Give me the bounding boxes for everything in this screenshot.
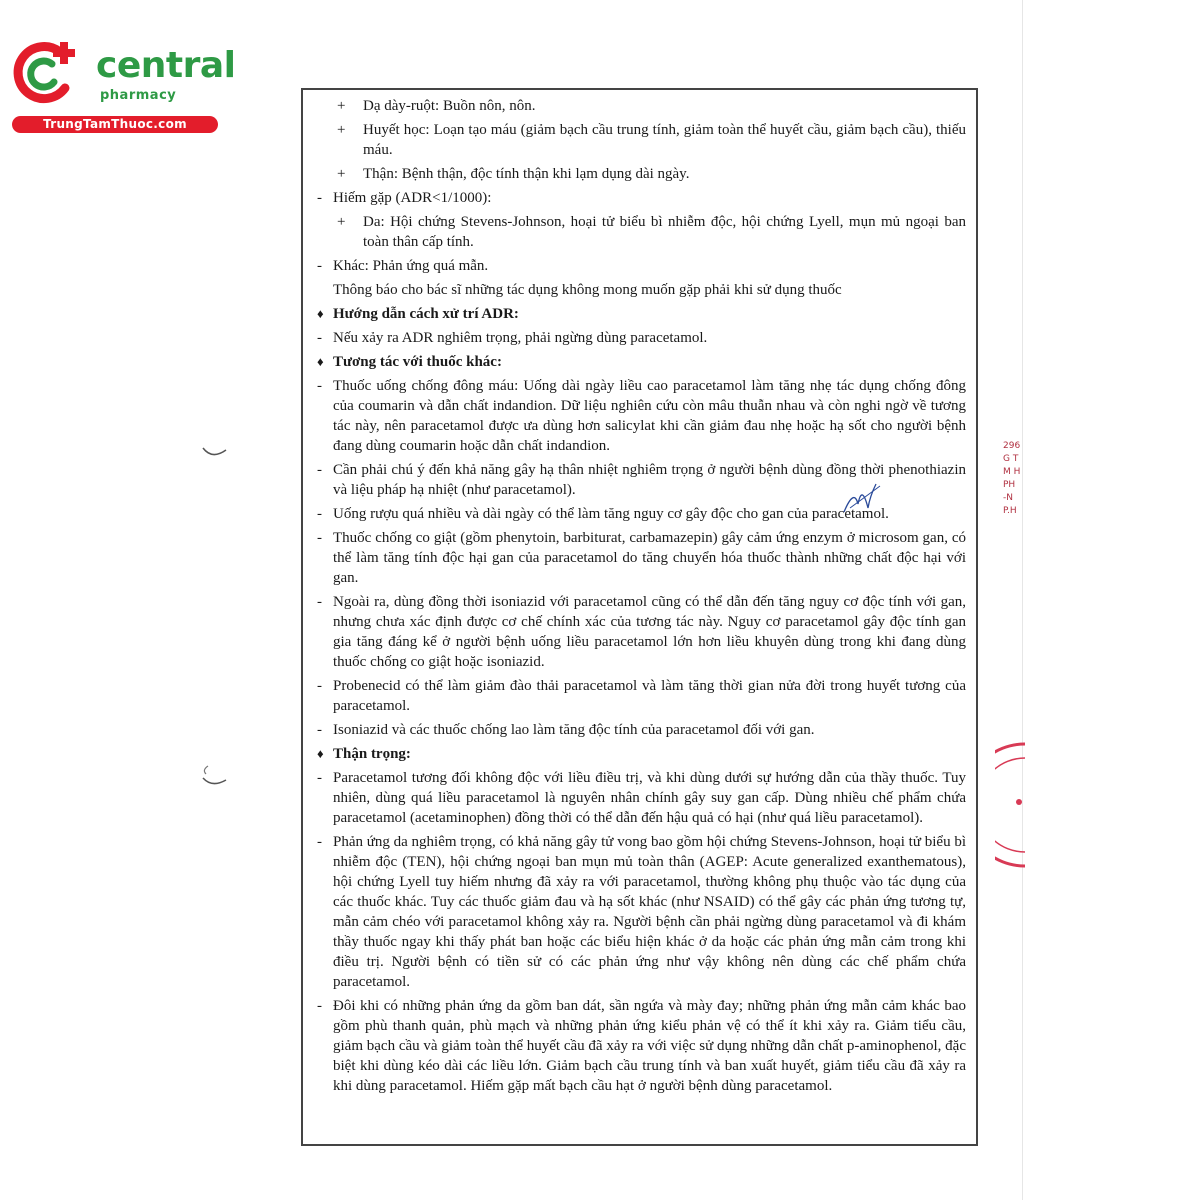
dash-bullet: - — [317, 594, 322, 610]
edge-stamp-text: -N — [1003, 493, 1013, 503]
list-item — [317, 592, 966, 672]
dash-bullet: - — [317, 678, 322, 694]
dash-bullet: - — [317, 378, 322, 394]
line-text: Ngoài ra, dùng đồng thời isoniazid với paracetamol cũng có thể dẫn đến tăng nguy cơ độc tính với gan, nhưng chưa xác định được cơ chế chính xác của tương tác này. Nguy cơ paracetamol gây độc tính gan gia tăng đáng kể ở người bệnh uống liều paracetamol lớn hơn liều khuyên dùng trong khi đang dùng thuốc chống co giật hoặc isoniazid. — [333, 594, 966, 670]
dash-bullet: - — [317, 190, 322, 206]
list-item — [317, 996, 966, 1096]
line-text: Paracetamol tương đối không độc với liều điều trị, và khi dùng dưới sự hướng dẫn của thầy thuốc. Tuy nhiên, dùng quá liều paracetamol là nguyên nhân chính gây suy gan cấp. Dùng nhiều chế phẩm chứa paracetamol (acetaminophen) đồng thời có thể dẫn đến hậu quả có hại (như quá liều paracetamol). — [333, 770, 966, 826]
list-item — [317, 188, 966, 208]
list-item — [317, 676, 966, 716]
hole-punch-mark — [200, 760, 230, 790]
dash-bullet: - — [317, 530, 322, 546]
line-text: Thận: Bệnh thận, độc tính thận khi lạm dụng dài ngày. — [363, 166, 690, 182]
line-text: Cần phải chú ý đến khả năng gây hạ thân nhiệt nghiêm trọng ở người bệnh dùng đồng thời phenothiazin và liệu pháp hạ nhiệt (như paracetamol). — [333, 462, 966, 498]
list-item — [317, 768, 966, 828]
list-item — [317, 528, 966, 588]
edge-stamp-text: 296 — [1003, 441, 1021, 451]
central-logo-icon — [10, 38, 80, 108]
dash-bullet: - — [317, 330, 322, 346]
section-heading — [317, 304, 966, 324]
line-text: Đôi khi có những phản ứng da gồm ban dát, sần ngứa và mày đay; những phản ứng mẫn cảm khác bao gồm phù thanh quản, phù mạch và những phản ứng kiểu phản vệ có thể ít khi xảy ra. Giảm tiểu cầu, giảm bạch cầu và giảm toàn thể huyết cầu đã xảy ra với việc sử dụng những dẫn chất p-aminophenol, đặc biệt khi dùng kéo dài các liều lớn. Giảm bạch cầu trung tính và ban xuất huyết, giảm tiểu cầu đã xảy ra khi dùng paracetamol. Hiếm gặp mất bạch cầu hạt ở người bệnh dùng paracetamol. — [333, 998, 966, 1094]
diamond-bullet-icon: ♦ — [317, 746, 324, 761]
plus-bullet: + — [337, 98, 346, 114]
line-text: Uống rượu quá nhiều và dài ngày có thể làm tăng nguy cơ gây độc cho gan của paracetamol. — [333, 506, 889, 522]
central-pharmacy-logo[interactable] — [10, 38, 236, 138]
list-item — [317, 720, 966, 740]
list-item — [317, 832, 966, 992]
list-item — [317, 280, 966, 300]
dash-bullet: - — [317, 834, 322, 850]
logo-sub-text: pharmacy — [100, 88, 177, 103]
plus-bullet: + — [337, 122, 346, 138]
list-item — [317, 376, 966, 456]
line-text: Thuốc uống chống đông máu: Uống dài ngày liều cao paracetamol làm tăng nhẹ tác dụng chống đông của coumarin và dẫn chất indandion. Dữ liệu nghiên cứu còn mâu thuẫn nhau và còn nghi ngờ về tương tác này, nên paracetamol được ưa dùng hơn salicylat khi cần giảm đau nhẹ hoặc hạ sốt cho người bệnh đang dùng coumarin hoặc dẫn chất indandion. — [333, 378, 966, 454]
signature-mark — [840, 478, 890, 518]
section-heading — [317, 352, 966, 372]
edge-stamp-text: G T — [1003, 454, 1019, 464]
diamond-bullet-icon: ♦ — [317, 306, 324, 321]
diamond-bullet-icon: ♦ — [317, 354, 324, 369]
line-text: Hiếm gặp (ADR<1/1000): — [333, 190, 492, 206]
line-text: Thuốc chống co giật (gồm phenytoin, barbiturat, carbamazepin) gây cảm ứng enzym ở microsom gan, có thể làm tăng tính độc hại gan của paracetamol do tăng chuyển hóa thuốc thành những chất độc hại với gan. — [333, 530, 966, 586]
dash-bullet: - — [317, 998, 322, 1014]
line-text: Thận trọng: — [333, 746, 411, 762]
edge-stamp-text: P.H — [1003, 506, 1017, 516]
line-text: Probenecid có thể làm giảm đào thải paracetamol và làm tăng thời gian nửa đời trong huyết tương của paracetamol. — [333, 678, 966, 714]
page-edge-line — [1022, 0, 1023, 1200]
dash-bullet: - — [317, 722, 322, 738]
section-heading — [317, 744, 966, 764]
edge-stamp-text: PH — [1003, 480, 1016, 490]
line-text: Nếu xảy ra ADR nghiêm trọng, phải ngừng dùng paracetamol. — [333, 330, 708, 346]
logo-site-badge: TrungTamThuoc.com — [12, 116, 218, 133]
edge-stamp-text: M H — [1003, 467, 1021, 477]
line-text: Dạ dày-ruột: Buồn nôn, nôn. — [363, 98, 536, 114]
hole-punch-mark — [200, 440, 230, 464]
list-item — [317, 328, 966, 348]
line-text: Khác: Phản ứng quá mẫn. — [333, 258, 489, 274]
dash-bullet: - — [317, 462, 322, 478]
edge-stamp-fragment — [1003, 440, 1025, 600]
dash-bullet: - — [317, 258, 322, 274]
logo-brand-text: central — [96, 45, 236, 86]
line-text: Phản ứng da nghiêm trọng, có khả năng gây tử vong bao gồm hội chứng Stevens-Johnson, hoại tử biểu bì nhiễm độc (TEN), hội chứng ngoại ban mụn mủ toàn thân (AGEP: Acute generalized exanthematous), hội chứng Lyell tuy hiếm nhưng đã xảy ra với paracetamol, thường không phụ thuộc vào tác dụng của các thuốc khác. Tuy các thuốc giảm đau và hạ sốt khác (như NSAID) có thể gây các phản ứng tương tự, mẫn cảm chéo với paracetamol không xảy ra. Người bệnh cần phải ngừng dùng paracetamol và đi khám thầy thuốc ngay khi thấy phát ban hoặc các biểu hiện khác ở da hoặc các phản ứng mẫn cảm trong khi điều trị. Người bệnh có tiền sử có các phản ứng như vậy không nên dùng các chế phẩm chứa paracetamol. — [333, 834, 966, 990]
document-page — [301, 88, 978, 1146]
red-seal-fragment — [995, 740, 1025, 870]
dash-bullet: - — [317, 770, 322, 786]
list-item — [317, 164, 966, 184]
list-item — [317, 212, 966, 252]
plus-bullet: + — [337, 166, 346, 182]
line-text: Da: Hội chứng Stevens-Johnson, hoại tử biểu bì nhiễm độc, hội chứng Lyell, mụn mủ ngoại ban toàn thân cấp tính. — [363, 214, 966, 250]
line-text: Tương tác với thuốc khác: — [333, 354, 502, 370]
dash-bullet: - — [317, 506, 322, 522]
plus-bullet: + — [337, 214, 346, 230]
list-item — [317, 120, 966, 160]
line-text: Thông báo cho bác sĩ những tác dụng không mong muốn gặp phải khi sử dụng thuốc — [333, 282, 842, 298]
list-item — [317, 96, 966, 116]
line-text: Hướng dẫn cách xử trí ADR: — [333, 306, 519, 322]
line-text: Isoniazid và các thuốc chống lao làm tăng độc tính của paracetamol đối với gan. — [333, 722, 815, 738]
list-item — [317, 256, 966, 276]
line-text: Huyết học: Loạn tạo máu (giảm bạch cầu trung tính, giảm toàn thể huyết cầu, giảm bạch cầu), thiếu máu. — [363, 122, 966, 158]
